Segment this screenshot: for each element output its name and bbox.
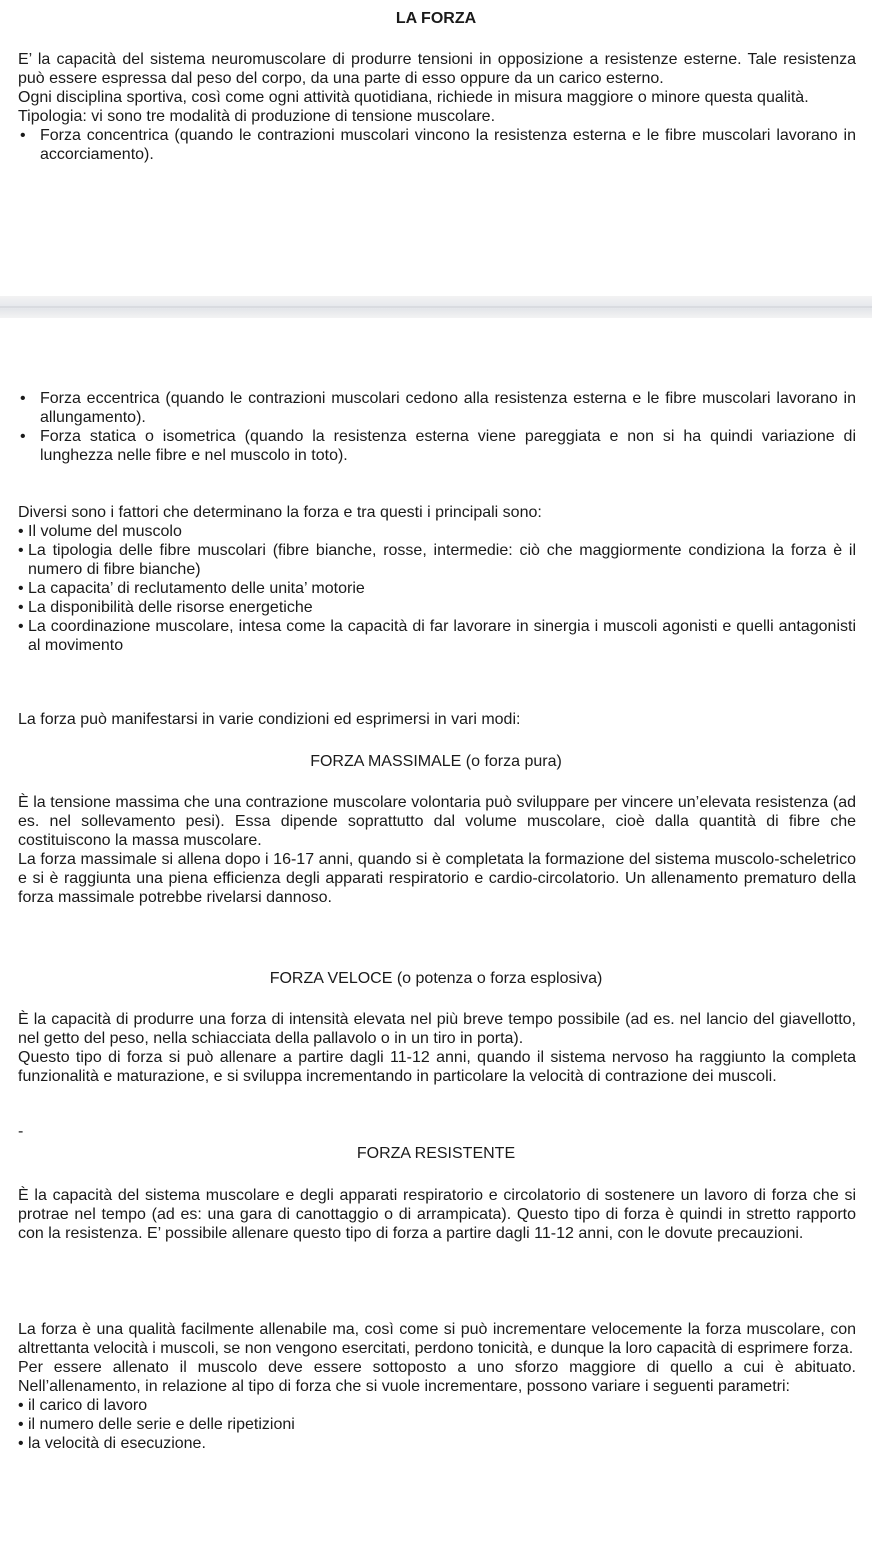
massimale-section (18, 793, 856, 907)
dash-mark: - (18, 1123, 24, 1140)
list-item: • il numero delle serie e delle ripetizioni (18, 1415, 856, 1434)
veloce-paragraph-2: Questo tipo di forza si può allenare a partire dagli 11-12 anni, quando il sistema nervoso ha raggiunto la completa funzionalità e maturazione, e si sviluppa incrementando in particolare la velocità di contrazione dei muscoli. (18, 1049, 856, 1085)
veloce-paragraph-1: È la capacità di produrre una forza di intensità elevata nel più breve tempo possibile (ad es. nel lancio del giavellotto, nel getto del peso, nella schiacciata della pallavolo o in un tiro in porta). (18, 1011, 856, 1047)
tipologie-list-continued (18, 389, 856, 465)
intro-paragraph-2: Ogni disciplina sportiva, così come ogni attività quotidiana, richiede in misura maggiore o minore questa qualità. (18, 89, 809, 106)
list-item: • La coordinazione muscolare, intesa come la capacità di far lavorare in sinergia i muscoli agonisti e quelli antagonisti al movimento (18, 617, 856, 655)
list-item: • La tipologia delle fibre muscolari (fibre bianche, rosse, intermedie: ciò che maggiormente condiziona la forza è il numero di fibre bianche) (18, 541, 856, 579)
resistente-paragraph-1: È la capacità del sistema muscolare e degli apparati respiratorio e circolatorio di sostenere un lavoro di forza che si protrae nel tempo (ad es: una gara di canottaggio o di arrampicata). Questo tipo di forza è quindi in stretto rapporto con la resistenza. E’ possibile allenare questo tipo di forza a partire dagli 11-12 anni, con le dovute precauzioni. (18, 1187, 856, 1242)
list-item: • Forza concentrica (quando le contrazioni muscolari vincono la resistenza esterna e le fibre muscolari lavorano in accorciamento). (18, 126, 856, 164)
list-item: • La disponibilità delle risorse energetiche (18, 598, 856, 617)
massimale-paragraph-2: La forza massimale si allena dopo i 16-17 anni, quando si è completata la formazione del sistema muscolo-scheletrico e si è raggiunta una piena efficienza degli apparati respiratorio e cardio-circolatorio. Un allenamento prematuro della forza massimale potrebbe rivelarsi dannoso. (18, 851, 856, 906)
veloce-section (18, 1010, 856, 1086)
list-item: • Forza eccentrica (quando le contrazioni muscolari cedono alla resistenza esterna e le fibre muscolari lavorano in allungamento). (18, 389, 856, 427)
parametri-list (18, 1396, 856, 1453)
list-item: • Il volume del muscolo (18, 522, 856, 541)
massimale-paragraph-1: È la tensione massima che una contrazione muscolare volontaria può sviluppare per vincere un’elevata resistenza (ad es. nel sollevamento pesi). Essa dipende soprattutto dal volume muscolare, cioè dalla quantità di fibre che costituiscono la massa muscolare. (18, 794, 856, 849)
fattori-section (18, 503, 856, 655)
fattori-list (18, 522, 856, 655)
page-separator (0, 296, 872, 318)
list-item: • il carico di lavoro (18, 1396, 856, 1415)
conclusione-section (18, 1320, 856, 1453)
conclusione-paragraph-1: La forza è una qualità facilmente allenabile ma, così come si può incrementare velocemente la forza muscolare, con altrettanta velocità i muscoli, se non vengono esercitati, perdono tonicità, e dunque la loro capacità di esprimere forza. (18, 1321, 856, 1357)
list-item: • la velocità di esecuzione. (18, 1434, 856, 1453)
page-title: LA FORZA (395, 10, 477, 27)
fattori-intro: Diversi sono i fattori che determinano la forza e tra questi i principali sono: (18, 504, 542, 521)
resistente-section (18, 1186, 856, 1243)
massimale-heading: FORZA MASSIMALE (o forza pura) (310, 753, 562, 770)
tipologie-section (18, 389, 856, 465)
intro-paragraph-1: E’ la capacità del sistema neuromuscolare di produrre tensioni in opposizione a resistenze esterne. Tale resistenza può essere espressa dal peso del corpo, da una parte di esso oppure da un carico esterno. (18, 51, 856, 87)
veloce-heading: FORZA VELOCE (o potenza o forza esplosiva) (269, 970, 603, 987)
conclusione-paragraph-2: Per essere allenato il muscolo deve essere sottoposto a uno sforzo maggiore di quello a cui è abituato. Nell’allenamento, in relazione al tipo di forza che si vuole incrementare, possono variare i seguenti parametri: (18, 1359, 856, 1395)
intro-paragraph-3: Tipologia: vi sono tre modalità di produzione di tensione muscolare. (18, 108, 496, 125)
tipologie-list (18, 126, 856, 164)
resistente-heading: FORZA RESISTENTE (356, 1145, 516, 1162)
list-item: • La capacita’ di reclutamento delle unita’ motorie (18, 579, 856, 598)
modi-intro: La forza può manifestarsi in varie condizioni ed esprimersi in vari modi: (18, 711, 521, 728)
intro-section (18, 50, 856, 164)
list-item: • Forza statica o isometrica (quando la resistenza esterna viene pareggiata e non si ha quindi variazione di lunghezza nelle fibre e nel muscolo in toto). (18, 427, 856, 465)
